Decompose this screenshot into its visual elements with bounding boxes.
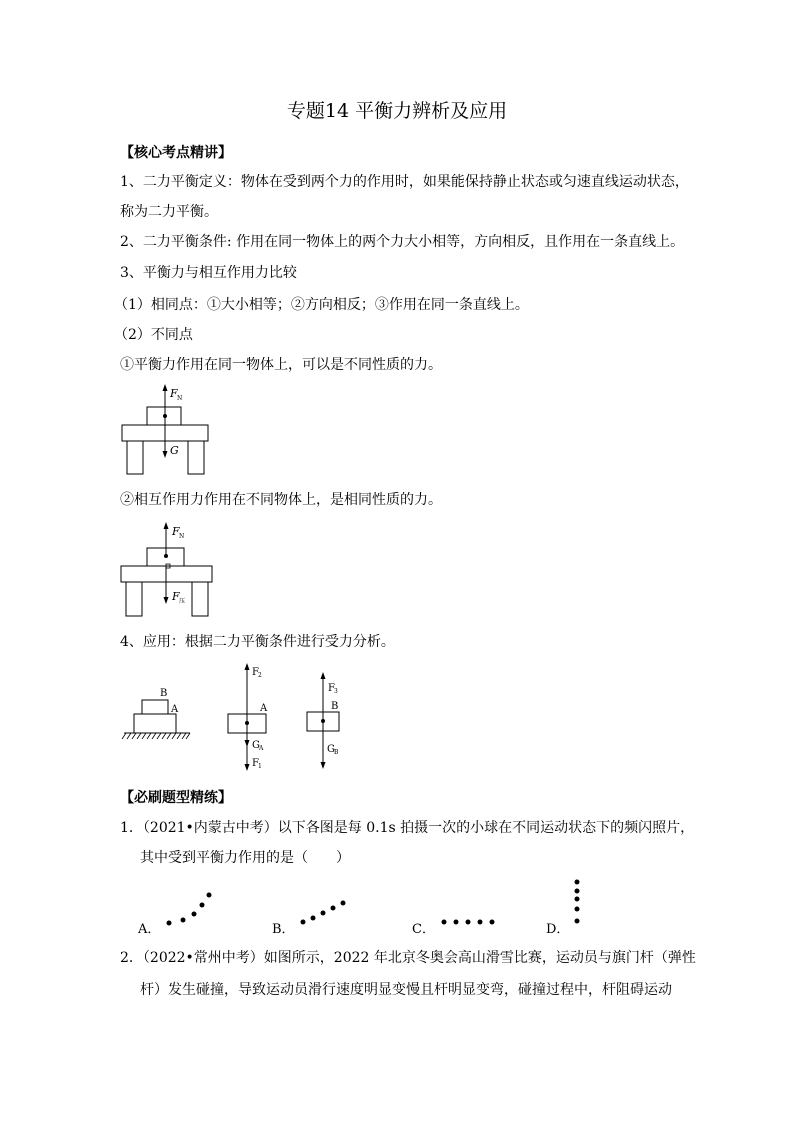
option-c-dots: [438, 915, 500, 929]
section-heading-core: 【核心考点精讲】: [120, 145, 232, 161]
force-fn-subscript: N: [177, 395, 183, 402]
option-d-dots: [570, 876, 584, 932]
paragraph-2: 2、二力平衡条件: 作用在同一物体上的两个力大小相等，方向相反，且作用在一条直线上。: [120, 234, 685, 250]
paragraph-3-2a: ①平衡力作用在同一物体上，可以是不同性质的力。: [120, 357, 442, 373]
force-f3-label: F: [328, 683, 335, 694]
block-b-free-label: B: [331, 701, 339, 712]
force-fpress-subscript: 压: [179, 598, 186, 605]
option-b-dots: [298, 895, 350, 927]
force-fn-subscript-2: N: [179, 533, 185, 540]
force-fn-label: F: [170, 387, 178, 400]
option-b-label: B．: [272, 922, 295, 937]
option-a-label: A．: [138, 922, 161, 937]
force-gb-label: G: [327, 744, 335, 755]
paragraph-3-1: （1）相同点：①大小相等；②方向相反；③作用在同一条直线上。: [114, 297, 529, 313]
paragraph-3: 3、平衡力与相互作用力比较: [120, 265, 297, 281]
force-f2-label: F: [252, 667, 259, 678]
question-1-line-2: 其中受到平衡力作用的是（ ）: [140, 850, 350, 866]
paragraph-3-2: （2）不同点: [114, 327, 193, 343]
block-a-free-label: A: [260, 703, 268, 714]
force-gb-subscript: B: [334, 749, 339, 756]
question-2-line-2: 杆）发生碰撞，导致运动员滑行速度明显变慢且杆明显变弯，碰撞过程中，杆阻碍运动: [140, 982, 672, 998]
force-f1-subscript: 1: [258, 763, 262, 770]
paragraph-1-line-1: 1、二力平衡定义：物体在受到两个力的作用时，如果能保持静止状态或匀速直线运动状态，: [120, 174, 689, 190]
force-ga-subscript: A: [259, 745, 264, 752]
paragraph-3-2b: ②相互作用力作用在不同物体上，是相同性质的力。: [120, 492, 442, 508]
question-1-line-1: 1．（2021•内蒙古中考）以下各图是每 0.1s 拍摄一次的小球在不同运动状态下的频闪照片，: [120, 820, 695, 836]
balanced-force-diagram: [116, 382, 216, 478]
force-g-label: G: [170, 444, 179, 457]
interaction-force-diagram: [116, 520, 216, 620]
option-d-label: D．: [546, 922, 570, 937]
force-analysis-diagram: [118, 660, 358, 775]
force-f1-label: F: [252, 758, 259, 769]
force-f2-subscript: 2: [258, 672, 262, 679]
force-f3-subscript: 3: [334, 688, 338, 695]
block-b-label: B: [160, 688, 168, 699]
force-fpress-label: F: [172, 590, 180, 603]
force-ga-label: G: [252, 740, 260, 751]
block-a-label: A: [171, 704, 179, 715]
question-2-line-1: 2．（2022•常州中考）如图所示，2022 年北京冬奥会高山滑雪比赛，运动员与旗门杆（弹性: [120, 950, 696, 966]
page-title: 专题14 平衡力辨析及应用: [286, 100, 508, 122]
option-c-label: C．: [412, 922, 435, 937]
option-a-dots: [165, 890, 215, 930]
paragraph-4: 4、应用：根据二力平衡条件进行受力分析。: [120, 634, 395, 650]
force-fn-label-2: F: [172, 525, 180, 538]
paragraph-1-line-2: 称为二力平衡。: [120, 204, 218, 220]
section-heading-practice: 【必刷题型精练】: [120, 790, 232, 806]
